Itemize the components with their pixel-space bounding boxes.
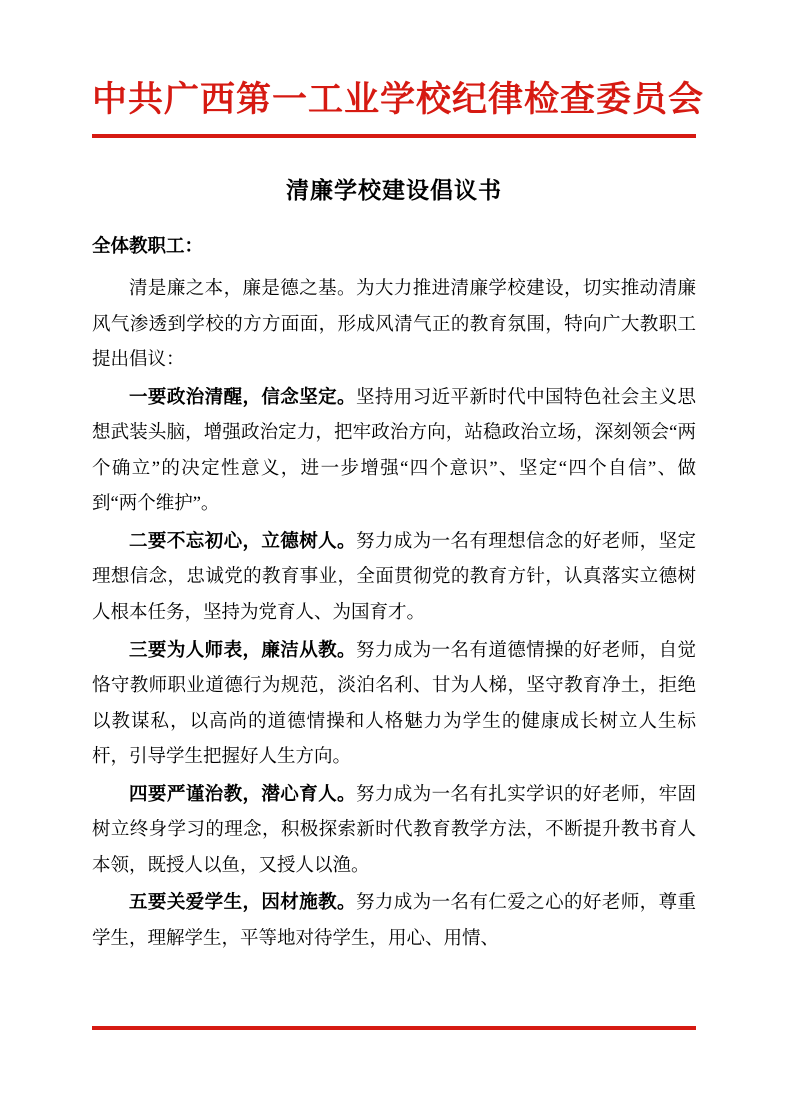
paragraph [92, 272, 696, 379]
paragraph-text: 努力成为一名有道德情操的好老师，自觉恪守教师职业道德行为规范，淡泊名利、甘为人梯，坚守教育净土，拒绝以教谋私，以高尚的道德情操和人格魅力为学生的健康成长树立人生标杆，引导学生把握好人生方向。 [92, 640, 696, 768]
footer-divider [92, 1026, 696, 1030]
document-body [92, 272, 696, 957]
paragraph-lead: 四要严谨治教，潜心育人。 [129, 784, 356, 805]
letterhead-organization: 中共广西第一工业学校纪律检查委员会 [92, 80, 705, 119]
paragraph-text: 坚持用习近平新时代中国特色社会主义思想武装头脑，增强政治定力，把牢政治方向，站稳政治立场，深刻领会“两个确立”的决定性意义，进一步增强“四个意识”、坚定“四个自信”、做到“两个维护”。 [92, 387, 696, 515]
paragraph [92, 886, 696, 957]
paragraph-text: 努力成为一名有理想信念的好老师，坚定理想信念，忠诚党的教育事业，全面贯彻党的教育方针，认真落实立德树人根本任务，坚持为党育人、为国育才。 [92, 531, 696, 623]
paragraph [92, 381, 696, 523]
paragraph-lead: 五要关爱学生，因材施教。 [129, 893, 356, 914]
salutation: 全体教职工： [92, 236, 204, 257]
paragraph-lead: 一要政治清醒，信念坚定。 [129, 387, 356, 408]
paragraph [92, 634, 696, 776]
paragraph [92, 525, 696, 632]
paragraph [92, 778, 696, 885]
letterhead-divider [92, 134, 696, 138]
paragraph-lead: 三要为人师表，廉洁从教。 [129, 640, 356, 661]
paragraph-text: 清是廉之本，廉是德之基。为大力推进清廉学校建设，切实推动清廉风气渗透到学校的方方面面，形成风清气正的教育氛围，特向广大教职工提出倡议： [92, 279, 696, 371]
paragraph-text: 努力成为一名有仁爱之心的好老师，尊重学生，理解学生，平等地对待学生，用心、用情、 [92, 893, 696, 949]
letterhead [92, 0, 705, 138]
paragraph-text: 努力成为一名有扎实学识的好老师，牢固树立终身学习的理念，积极探索新时代教育教学方法，不断提升教书育人本领，既授人以鱼，又授人以渔。 [92, 784, 696, 876]
page-title: 清廉学校建设倡议书 [286, 177, 502, 203]
paragraph-lead: 二要不忘初心，立德树人。 [129, 531, 356, 552]
